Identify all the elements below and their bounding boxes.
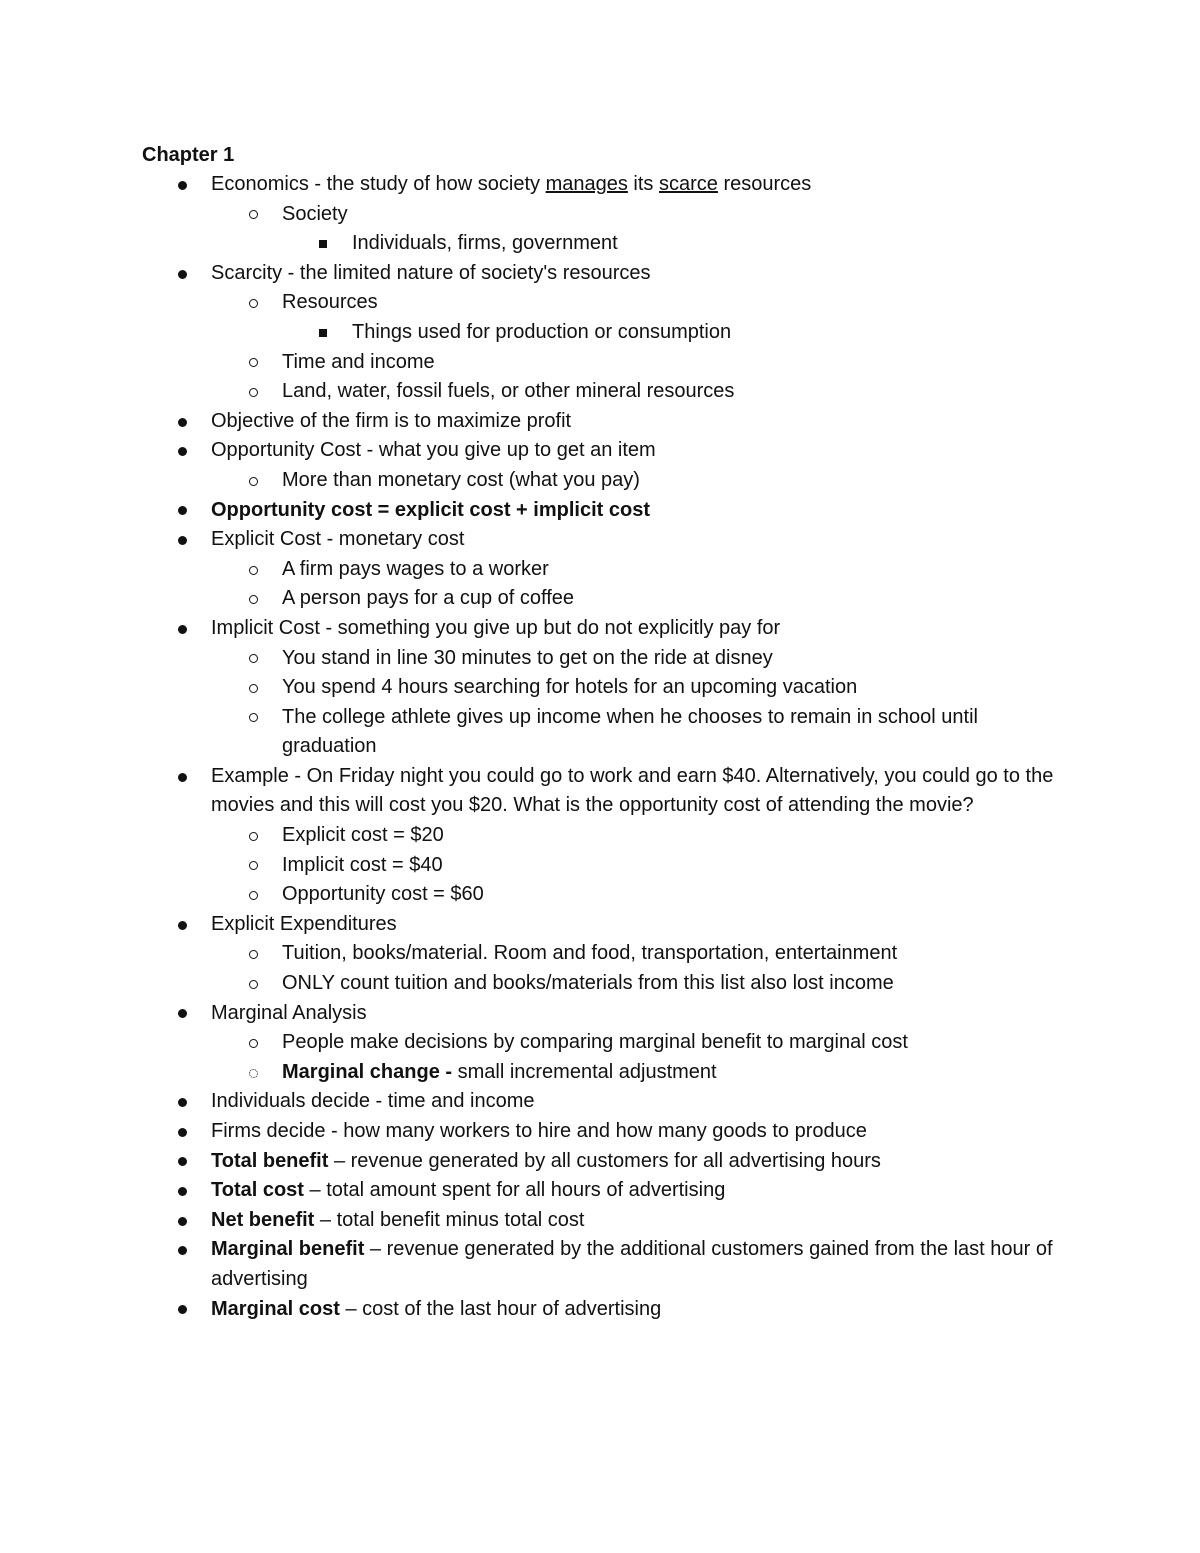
list-item: Marginal change - small incremental adjustment bbox=[0, 1058, 1200, 1088]
list-item: Time and income bbox=[0, 348, 1200, 378]
bullet-dot-icon bbox=[172, 525, 192, 555]
bullet-dot-icon bbox=[172, 1176, 192, 1206]
bullet-dot-icon bbox=[172, 170, 192, 200]
bullet-circle-icon bbox=[243, 880, 263, 910]
list-item: Explicit Expenditures bbox=[0, 910, 1200, 940]
list-item: You stand in line 30 minutes to get on the ride at disney bbox=[0, 644, 1200, 674]
list-item: Tuition, books/material. Room and food, transportation, entertainment bbox=[0, 939, 1200, 969]
bullet-circle-icon bbox=[243, 644, 263, 674]
list-item: You spend 4 hours searching for hotels for an upcoming vacation bbox=[0, 673, 1200, 703]
list-item: Things used for production or consumption bbox=[0, 318, 1200, 348]
bullet-circle-icon bbox=[243, 466, 263, 496]
bullet-dot-icon bbox=[172, 999, 192, 1029]
list-item: A firm pays wages to a worker bbox=[0, 555, 1200, 585]
list-item: Total cost – total amount spent for all hours of advertising bbox=[0, 1176, 1200, 1206]
bullet-square-icon bbox=[313, 229, 333, 259]
bullet-circle-icon bbox=[243, 584, 263, 614]
bullet-circle-icon bbox=[243, 969, 263, 999]
bullet-dot-icon bbox=[172, 1206, 192, 1236]
bullet-dot-icon bbox=[172, 407, 192, 437]
chapter-title: Chapter 1 bbox=[142, 144, 235, 166]
list-item: Opportunity Cost - what you give up to get an item bbox=[0, 436, 1200, 466]
notes-list bbox=[0, 170, 1200, 1324]
bullet-circle-icon bbox=[243, 821, 263, 851]
bullet-circle-icon bbox=[243, 200, 263, 230]
bullet-dot-icon bbox=[172, 1087, 192, 1117]
list-item: Firms decide - how many workers to hire and how many goods to produce bbox=[0, 1117, 1200, 1147]
list-item: Individuals, firms, government bbox=[0, 229, 1200, 259]
bullet-dot-icon bbox=[172, 1117, 192, 1147]
list-item: Resources bbox=[0, 288, 1200, 318]
list-item: Implicit Cost - something you give up but do not explicitly pay for bbox=[0, 614, 1200, 644]
list-item: Marginal cost – cost of the last hour of advertising bbox=[0, 1295, 1200, 1325]
bullet-circle-icon bbox=[243, 673, 263, 703]
bullet-circle-icon bbox=[243, 377, 263, 407]
bullet-dot-icon bbox=[172, 259, 192, 289]
bullet-circle-icon bbox=[243, 1028, 263, 1058]
list-item: Individuals decide - time and income bbox=[0, 1087, 1200, 1117]
list-item: ONLY count tuition and books/materials from this list also lost income bbox=[0, 969, 1200, 999]
bullet-circle-icon bbox=[243, 939, 263, 969]
list-item: Total benefit – revenue generated by all customers for all advertising hours bbox=[0, 1147, 1200, 1177]
bullet-dotted-circle-icon bbox=[243, 1058, 263, 1088]
bullet-dot-icon bbox=[172, 910, 192, 940]
list-item: More than monetary cost (what you pay) bbox=[0, 466, 1200, 496]
bullet-dot-icon bbox=[172, 436, 192, 466]
bullet-dot-icon bbox=[172, 1235, 192, 1265]
bullet-circle-icon bbox=[243, 288, 263, 318]
bullet-circle-icon bbox=[243, 348, 263, 378]
list-item: Economics - the study of how society manages its scarce resources bbox=[0, 170, 1200, 200]
list-item: People make decisions by comparing marginal benefit to marginal cost bbox=[0, 1028, 1200, 1058]
list-item: Opportunity cost = $60 bbox=[0, 880, 1200, 910]
list-item: Explicit Cost - monetary cost bbox=[0, 525, 1200, 555]
list-item: Marginal benefit – revenue generated by the additional customers gained from the last hour of advertising bbox=[0, 1235, 1200, 1294]
list-item: Land, water, fossil fuels, or other mineral resources bbox=[0, 377, 1200, 407]
list-item: The college athlete gives up income when he chooses to remain in school until graduation bbox=[0, 703, 1200, 762]
bullet-dot-icon bbox=[172, 496, 192, 526]
list-item: Opportunity cost = explicit cost + implicit cost bbox=[0, 496, 1200, 526]
bullet-circle-icon bbox=[243, 851, 263, 881]
list-item: Marginal Analysis bbox=[0, 999, 1200, 1029]
bullet-circle-icon bbox=[243, 703, 263, 733]
list-item: Scarcity - the limited nature of society's resources bbox=[0, 259, 1200, 289]
bullet-square-icon bbox=[313, 318, 333, 348]
bullet-dot-icon bbox=[172, 614, 192, 644]
list-item: A person pays for a cup of coffee bbox=[0, 584, 1200, 614]
list-item: Net benefit – total benefit minus total cost bbox=[0, 1206, 1200, 1236]
bullet-dot-icon bbox=[172, 1147, 192, 1177]
list-item: Explicit cost = $20 bbox=[0, 821, 1200, 851]
bullet-circle-icon bbox=[243, 555, 263, 585]
list-item: Example - On Friday night you could go to work and earn $40. Alternatively, you could go to the movies and this will cost you $20. What is the opportunity cost of attending the movie? bbox=[0, 762, 1200, 821]
list-item: Implicit cost = $40 bbox=[0, 851, 1200, 881]
list-item: Objective of the firm is to maximize profit bbox=[0, 407, 1200, 437]
bullet-dot-icon bbox=[172, 1295, 192, 1325]
list-item: Society bbox=[0, 200, 1200, 230]
bullet-dot-icon bbox=[172, 762, 192, 792]
